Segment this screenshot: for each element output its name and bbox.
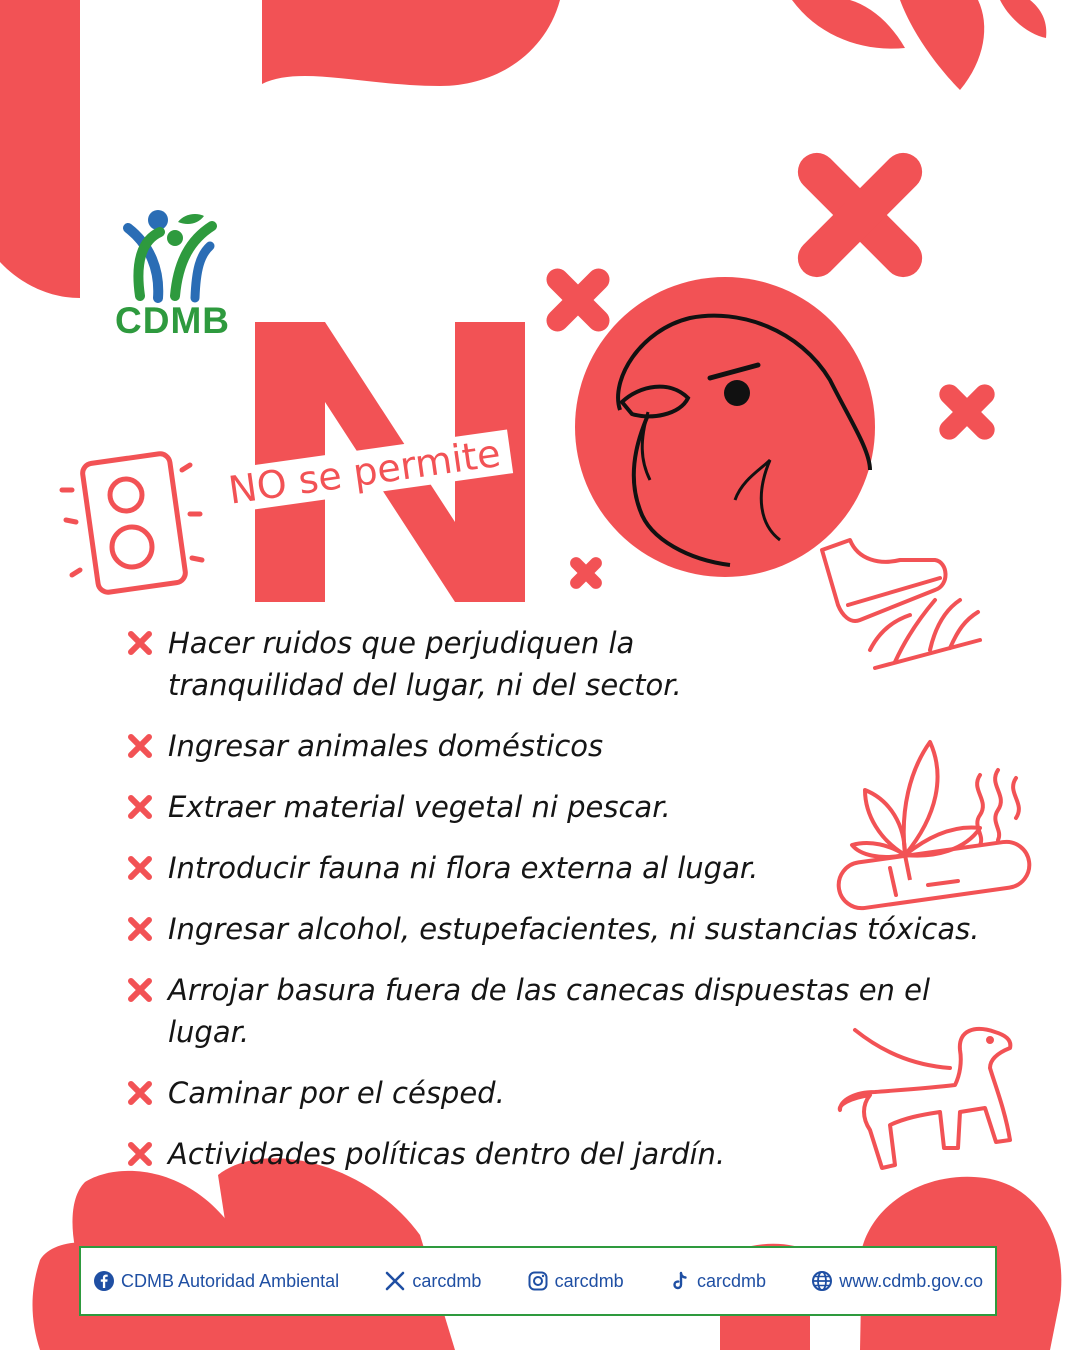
rule-text: Arrojar basura fuera de las canecas dispuestas en el lugar.: [168, 973, 931, 1049]
facebook-link[interactable]: [93, 1270, 339, 1292]
speaker-icon: [62, 453, 202, 594]
close-icon: [126, 1079, 154, 1107]
rule-text: Caminar por el césped.: [168, 1076, 505, 1110]
rules-list: [126, 622, 986, 1194]
top-right-leaf-1: [792, 0, 905, 49]
close-icon: [790, 145, 930, 285]
list-item: [126, 622, 986, 706]
website-link[interactable]: [811, 1270, 983, 1292]
rule-text: Extraer material vegetal ni pescar.: [168, 790, 671, 824]
close-icon: [568, 555, 605, 592]
close-icon: [126, 732, 154, 760]
rule-text: Introducir fauna ni flora externa al lugar.: [168, 851, 759, 885]
subtitle: NO se permite: [216, 430, 513, 514]
rule-text: Ingresar alcohol, estupefacientes, ni sustancias tóxicas.: [168, 912, 980, 946]
rule-text: Ingresar animales domésticos: [168, 729, 604, 763]
bird-icon: [575, 277, 875, 577]
close-icon: [126, 629, 154, 657]
top-leaf-shape: [262, 0, 560, 86]
close-icon: [126, 915, 154, 943]
close-icon: [935, 380, 999, 444]
x-icon: [384, 1270, 406, 1292]
top-right-leaf-2: [900, 0, 984, 90]
left-band-shape: [0, 0, 80, 298]
close-icon: [126, 1140, 154, 1168]
close-icon: [542, 264, 614, 336]
globe-icon: [811, 1270, 833, 1292]
close-icon: [126, 854, 154, 882]
rule-text: Hacer ruidos que perjudiquen la tranquilidad del lugar, ni del sector.: [168, 626, 682, 702]
social-footer: [79, 1246, 997, 1316]
close-icon: [126, 793, 154, 821]
facebook-icon: [93, 1270, 115, 1292]
top-right-leaf-3: [1000, 0, 1046, 38]
facebook-label: CDMB Autoridad Ambiental: [121, 1270, 340, 1291]
list-item: [126, 1133, 986, 1175]
rule-text: Actividades políticas dentro del jardín.: [168, 1137, 726, 1171]
instagram-label: carcdmb: [554, 1270, 624, 1291]
close-icon: [126, 976, 154, 1004]
list-item: [126, 725, 986, 767]
x-label: carcdmb: [412, 1270, 482, 1291]
x-link[interactable]: [384, 1270, 481, 1292]
tiktok-link[interactable]: [669, 1270, 766, 1292]
website-label: www.cdmb.gov.co: [839, 1270, 983, 1291]
logo-text: CDMB: [115, 300, 230, 341]
cdmb-logo-mark: [128, 210, 212, 298]
list-item: [126, 786, 986, 828]
tiktok-label: carcdmb: [696, 1270, 766, 1291]
list-item: [126, 908, 986, 950]
list-item: [126, 1072, 986, 1114]
instagram-icon: [527, 1270, 549, 1292]
list-item: [126, 847, 986, 889]
instagram-link[interactable]: [527, 1270, 624, 1292]
tiktok-icon: [669, 1270, 691, 1292]
list-item: [126, 969, 986, 1053]
